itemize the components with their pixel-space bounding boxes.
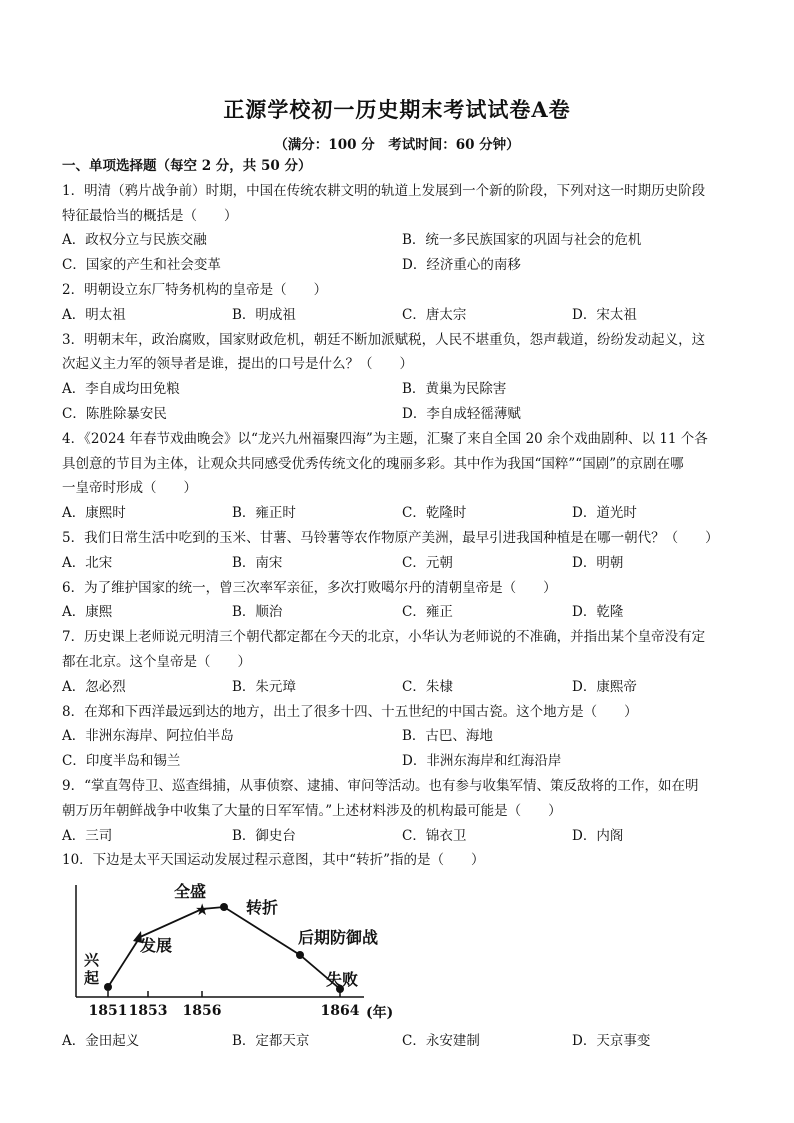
option-B[interactable]: B．统一多民族国家的巩固与社会的危机 <box>402 232 642 249</box>
option-B[interactable]: B．雍正时 <box>232 505 296 522</box>
option-C[interactable]: C．锦衣卫 <box>402 827 467 844</box>
option-A[interactable]: A．明太祖 <box>62 306 126 323</box>
question-text: 8．在郑和下西洋最远到达的地方，出土了很多十四、十五世纪的中国古瓷。这个地方是（ ） <box>62 703 638 720</box>
question-text: 3．明朝末年，政治腐败，国家财政危机，朝廷不断加派赋税，人民不堪重负，怨声载道，纷纷发动起义，这 <box>62 331 706 348</box>
option-D[interactable]: D．康熙帝 <box>572 678 637 695</box>
option-A[interactable]: A．非洲东海岸、阿拉伯半岛 <box>62 728 234 745</box>
point-marker <box>296 951 304 959</box>
option-C[interactable]: C．永安建制 <box>402 1033 480 1050</box>
options <box>62 501 742 526</box>
option-C[interactable]: C．元朝 <box>402 554 453 571</box>
option-C[interactable]: C．陈胜除暴安民 <box>62 405 167 422</box>
option-C[interactable]: C．唐太宗 <box>402 306 467 323</box>
options <box>62 228 742 278</box>
options <box>62 303 742 328</box>
option-D[interactable]: D．明朝 <box>572 554 624 571</box>
x-tick-label: 1853 <box>128 1003 168 1020</box>
exam-info: （满分：100 分 考试时间：60 分钟） <box>274 137 520 153</box>
options <box>62 377 742 427</box>
option-C[interactable]: C．乾隆时 <box>402 505 467 522</box>
option-C[interactable]: C．国家的产生和社会变革 <box>62 257 221 274</box>
question-text: 9．“掌直驾侍卫、巡查缉捕，从事侦察、逮捕、审问等活动。也有参与收集军情、策反敌将的工作，如在明 <box>62 777 699 794</box>
label-defense: 后期防御战 <box>298 928 379 948</box>
question-list <box>62 179 742 1054</box>
question-4 <box>62 427 742 526</box>
question-text: 都在北京。这个皇帝是（ ） <box>62 653 251 670</box>
question-text: 6．为了维护国家的统一，曾三次率军亲征，多次打败噶尔丹的清朝皇帝是（ ） <box>62 579 557 596</box>
x-tick-label: 1864 <box>320 1003 360 1020</box>
exam-body <box>62 154 742 1054</box>
label-fail: 失败 <box>326 970 359 990</box>
point-marker <box>220 903 228 911</box>
option-A[interactable]: A．北宋 <box>62 554 113 571</box>
options <box>62 824 742 849</box>
question-1 <box>62 179 742 278</box>
option-B[interactable]: B．古巴、海地 <box>402 728 493 745</box>
option-D[interactable]: D．李自成轻徭薄赋 <box>402 405 521 422</box>
question-text: 4．《2024 年春节戏曲晚会》以“龙兴九州福聚四海”为主题，汇聚了来自全国 20 余个戏曲剧种、以 11 个各 <box>62 430 708 447</box>
star-marker: ★ <box>195 900 210 920</box>
option-A[interactable]: A．康熙 <box>62 604 113 621</box>
option-B[interactable]: B．明成祖 <box>232 306 296 323</box>
page-title: 正源学校初一历史期末考试试卷A卷 <box>223 97 571 122</box>
question-3 <box>62 328 742 427</box>
question-text: 次起义主力军的领导者是谁，提出的口号是什么？（ ） <box>62 356 413 373</box>
option-D[interactable]: D．宋太祖 <box>572 306 637 323</box>
question-9 <box>62 774 742 848</box>
options <box>62 1029 742 1054</box>
chart-svg <box>62 879 422 1029</box>
option-B[interactable]: B．定都天京 <box>232 1033 310 1050</box>
option-B[interactable]: B．南宋 <box>232 554 283 571</box>
x-tick-label: 1856 <box>182 1003 222 1020</box>
label-develop: 发展 <box>140 936 173 956</box>
label-rise-2: 起 <box>84 969 100 988</box>
option-D[interactable]: D．乾隆 <box>572 604 624 621</box>
option-A[interactable]: A．忽必烈 <box>62 678 126 695</box>
question-text: 一皇帝时形成（ ） <box>62 480 197 497</box>
option-A[interactable]: A．金田起义 <box>62 1033 140 1050</box>
options <box>62 675 742 700</box>
option-C[interactable]: C．雍正 <box>402 604 453 621</box>
option-D[interactable]: D．内阁 <box>572 827 624 844</box>
option-D[interactable]: D．道光时 <box>572 505 637 522</box>
question-text: 具创意的节目为主体，让观众共同感受优秀传统文化的瑰丽多彩。其中作为我国“国粹”“国剧”的京剧在哪 <box>62 455 684 472</box>
option-B[interactable]: B．御史台 <box>232 827 296 844</box>
question-7 <box>62 625 742 699</box>
section-heading: 一、单项选择题（每空 2 分，共 50 分） <box>62 158 312 174</box>
option-B[interactable]: B．朱元璋 <box>232 678 296 695</box>
option-D[interactable]: D．经济重心的南移 <box>402 257 521 274</box>
question-8 <box>62 700 742 774</box>
option-D[interactable]: D．天京事变 <box>572 1033 651 1050</box>
question-text: 5．我们日常生活中吃到的玉米、甘薯、马铃薯等农作物原产美洲，最早引进我国种植是在哪一朝代？（ ） <box>62 529 719 546</box>
question-2 <box>62 278 742 328</box>
x-unit-label: (年) <box>366 1005 394 1022</box>
option-A[interactable]: A．政权分立与民族交融 <box>62 232 207 249</box>
question-text: 10．下边是太平天国运动发展过程示意图，其中“转折”指的是（ ） <box>62 852 485 869</box>
question-text: 7．历史课上老师说元明清三个朝代都定都在今天的北京，小华认为老师说的不准确，并指出某个皇帝没有定 <box>62 629 706 646</box>
question-5 <box>62 526 742 576</box>
option-C[interactable]: C．朱棣 <box>402 678 453 695</box>
options <box>62 600 742 625</box>
label-peak: 全盛 <box>174 882 207 902</box>
option-A[interactable]: A．三司 <box>62 827 113 844</box>
label-rise: 兴 <box>84 951 100 970</box>
options <box>62 551 742 576</box>
options <box>62 724 742 774</box>
option-D[interactable]: D．非洲东海岸和红海沿岸 <box>402 753 562 770</box>
option-A[interactable]: A．康熙时 <box>62 505 126 522</box>
label-turn: 转折 <box>246 898 279 918</box>
question-6 <box>62 576 742 626</box>
question-text: 朝万历年朝鲜战争中收集了大量的日军军情。”上述材料涉及的机构最可能是（ ） <box>62 802 562 819</box>
option-A[interactable]: A．李自成均田免粮 <box>62 381 180 398</box>
taiping-chart <box>62 879 422 1029</box>
question-text: 1．明清（鸦片战争前）时期，中国在传统农耕文明的轨道上发展到一个新的阶段，下列对这一时期历史阶段 <box>62 182 706 199</box>
point-marker <box>104 983 112 991</box>
question-text: 2．明朝设立东厂特务机构的皇帝是（ ） <box>62 281 328 298</box>
question-10 <box>62 848 742 1054</box>
option-B[interactable]: B．顺治 <box>232 604 283 621</box>
x-tick-label: 1851 <box>88 1003 128 1020</box>
option-B[interactable]: B．黄巢为民除害 <box>402 381 507 398</box>
question-text: 特征最恰当的概括是（ ） <box>62 207 238 224</box>
option-C[interactable]: C．印度半岛和锡兰 <box>62 753 181 770</box>
